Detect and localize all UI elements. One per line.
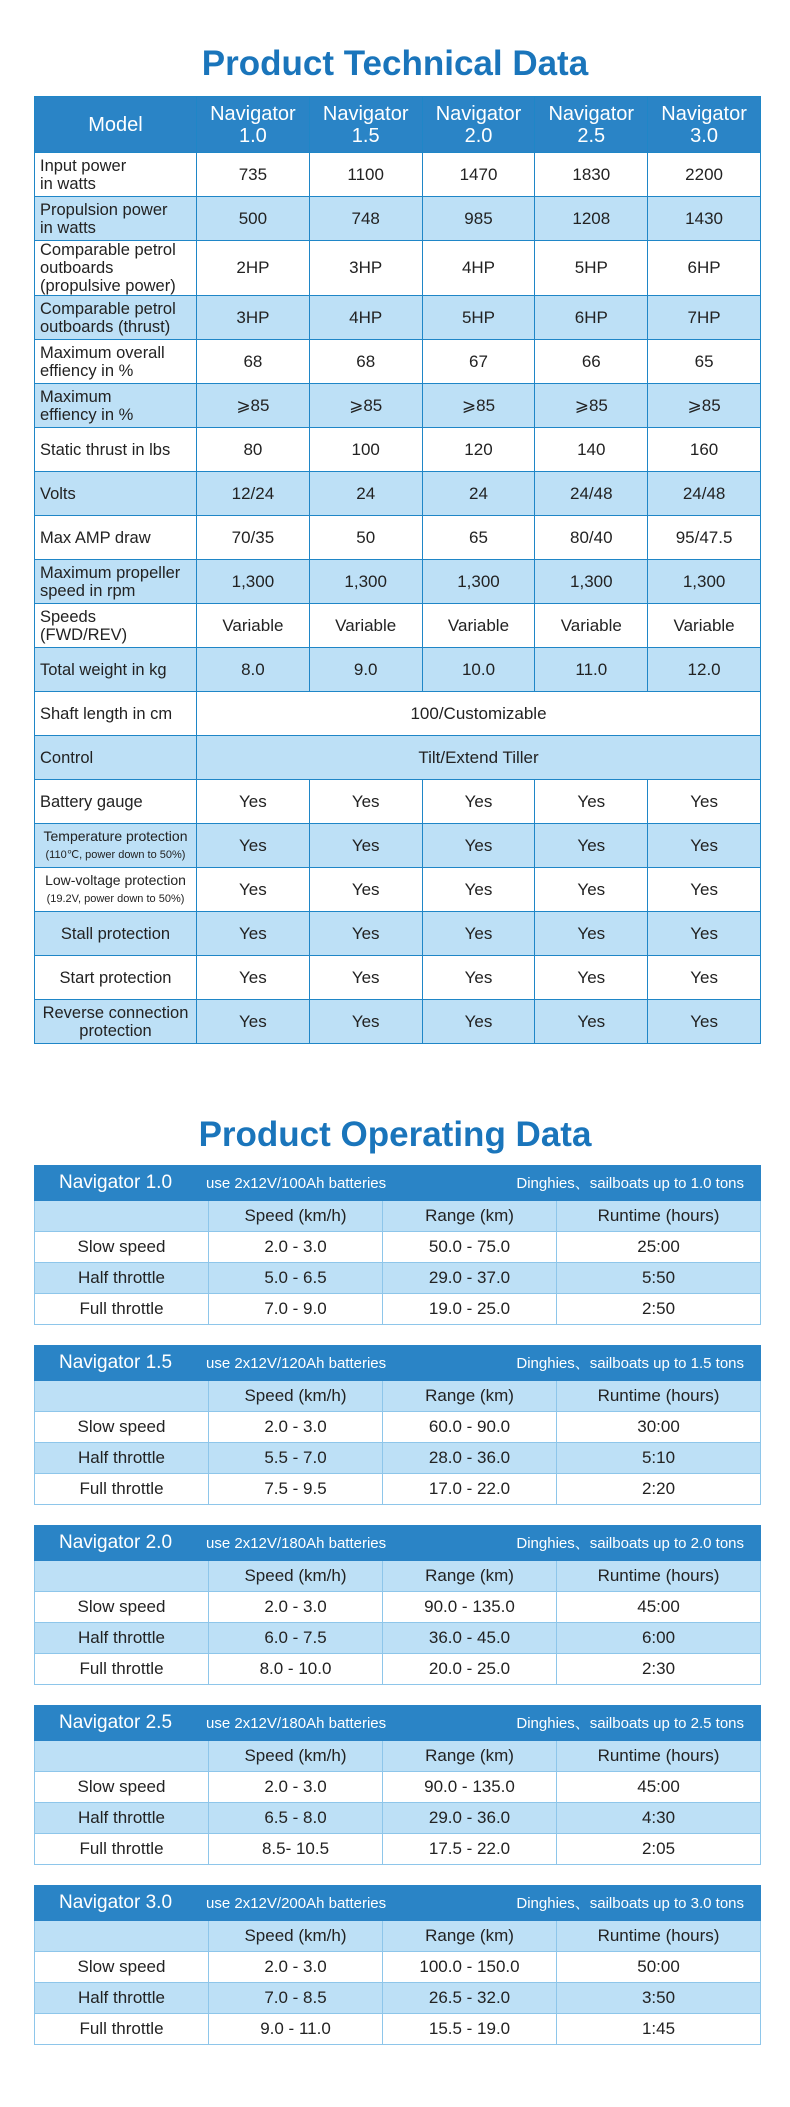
column-header: Range (km) <box>383 1201 557 1232</box>
operating-table-header <box>35 1706 761 1741</box>
tech-value-cell: Yes <box>648 912 761 956</box>
operating-value-cell: 7.0 - 8.5 <box>209 1983 383 2014</box>
empty-header-cell <box>35 1561 209 1592</box>
tech-value-cell: Yes <box>197 956 310 1000</box>
operating-value-cell: 50.0 - 75.0 <box>383 1232 557 1263</box>
tech-value-cell: Yes <box>535 868 648 912</box>
tech-value-cell: 24/48 <box>535 472 648 516</box>
tech-row <box>35 956 761 1000</box>
tech-value-cell: 1100 <box>309 153 422 197</box>
tech-value-cell: 65 <box>648 340 761 384</box>
tech-row <box>35 428 761 472</box>
tech-value-cell: Yes <box>648 824 761 868</box>
operating-value-cell: 90.0 - 135.0 <box>383 1592 557 1623</box>
tech-value-cell: 1,300 <box>648 560 761 604</box>
operating-value-cell: 5:50 <box>557 1263 761 1294</box>
tech-value-cell: 11.0 <box>535 648 648 692</box>
operating-row <box>35 1474 761 1505</box>
tech-row <box>35 648 761 692</box>
column-header: Runtime (hours) <box>557 1741 761 1772</box>
operating-row <box>35 1803 761 1834</box>
tech-value-cell: 24/48 <box>648 472 761 516</box>
operating-row <box>35 1654 761 1685</box>
tech-value-cell: Yes <box>422 868 535 912</box>
operating-table <box>34 1345 761 1505</box>
operating-table <box>34 1525 761 1685</box>
operating-value-cell: 19.0 - 25.0 <box>383 1294 557 1325</box>
tech-value-cell: Yes <box>422 912 535 956</box>
column-header-row <box>35 1921 761 1952</box>
tech-row-label: Propulsion power in watts <box>35 197 197 241</box>
tech-value-cell: 80/40 <box>535 516 648 560</box>
column-header: Speed (km/h) <box>209 1381 383 1412</box>
tech-row-label: Control <box>35 736 197 780</box>
operating-value-cell: 5.5 - 7.0 <box>209 1443 383 1474</box>
column-header: Runtime (hours) <box>557 1381 761 1412</box>
tech-value-cell: Yes <box>648 780 761 824</box>
operating-row <box>35 1443 761 1474</box>
tech-row <box>35 560 761 604</box>
operating-value-cell: 6.0 - 7.5 <box>209 1623 383 1654</box>
speed-mode-label: Full throttle <box>35 1474 209 1505</box>
speed-mode-label: Full throttle <box>35 1294 209 1325</box>
operating-row <box>35 2014 761 2045</box>
tech-value-cell: 68 <box>309 340 422 384</box>
tech-value-cell: 66 <box>535 340 648 384</box>
tech-value-cell: 5HP <box>422 296 535 340</box>
model-name: Navigator 2.5 <box>59 1712 173 1733</box>
tech-row <box>35 516 761 560</box>
battery-spec: use 2x12V/120Ah batteries <box>206 1355 387 1372</box>
operating-value-cell: 29.0 - 37.0 <box>383 1263 557 1294</box>
tech-row-label: Speeds (FWD/REV) <box>35 604 197 648</box>
tech-row-label: Volts <box>35 472 197 516</box>
tech-row <box>35 153 761 197</box>
tech-row <box>35 692 761 736</box>
operating-row <box>35 1834 761 1865</box>
speed-mode-label: Half throttle <box>35 1983 209 2014</box>
operating-row <box>35 1623 761 1654</box>
speed-mode-label: Slow speed <box>35 1952 209 1983</box>
tech-value-cell: Yes <box>648 1000 761 1044</box>
tech-value-cell: Variable <box>648 604 761 648</box>
model-header-cell: Navigator 2.5 <box>535 97 648 153</box>
operating-table <box>34 1885 761 2045</box>
boat-capacity: Dinghies、sailboats up to 3.0 tons <box>516 1895 745 1912</box>
tech-value-cell: 6HP <box>535 296 648 340</box>
technical-data-table <box>34 96 761 1044</box>
technical-data-title: Product Technical Data <box>201 44 589 83</box>
tech-row <box>35 604 761 648</box>
operating-header-cell <box>35 1526 761 1561</box>
operating-value-cell: 60.0 - 90.0 <box>383 1412 557 1443</box>
tech-row-label: Input power in watts <box>35 153 197 197</box>
operating-row <box>35 1294 761 1325</box>
tech-value-cell: Yes <box>535 824 648 868</box>
column-header-row <box>35 1381 761 1412</box>
tech-value-cell: 68 <box>197 340 310 384</box>
empty-header-cell <box>35 1201 209 1232</box>
tech-value-cell: 985 <box>422 197 535 241</box>
operating-value-cell: 36.0 - 45.0 <box>383 1623 557 1654</box>
empty-header-cell <box>35 1921 209 1952</box>
speed-mode-label: Half throttle <box>35 1803 209 1834</box>
operating-value-cell: 29.0 - 36.0 <box>383 1803 557 1834</box>
column-header: Runtime (hours) <box>557 1201 761 1232</box>
operating-row <box>35 1263 761 1294</box>
tech-row-label: Total weight in kg <box>35 648 197 692</box>
tech-row <box>35 1000 761 1044</box>
operating-header-cell <box>35 1166 761 1201</box>
tech-row-label: Temperature protection (110℃, power down to 50%) <box>35 824 197 868</box>
operating-row <box>35 1232 761 1263</box>
tech-row-label: Stall protection <box>35 912 197 956</box>
tech-row <box>35 824 761 868</box>
tech-row <box>35 384 761 428</box>
tech-value-cell: 24 <box>309 472 422 516</box>
tech-value-cell: 95/47.5 <box>648 516 761 560</box>
tech-value-cell: Yes <box>197 868 310 912</box>
tech-value-cell: Yes <box>197 824 310 868</box>
operating-value-cell: 2:20 <box>557 1474 761 1505</box>
tech-value-cell: ⩾85 <box>197 384 310 428</box>
tech-value-cell: 2200 <box>648 153 761 197</box>
tech-value-cell: 7HP <box>648 296 761 340</box>
boat-capacity: Dinghies、sailboats up to 1.5 tons <box>516 1355 745 1372</box>
operating-row <box>35 1983 761 2014</box>
tech-row <box>35 780 761 824</box>
boat-capacity: Dinghies、sailboats up to 1.0 tons <box>516 1175 745 1192</box>
operating-row <box>35 1772 761 1803</box>
empty-header-cell <box>35 1381 209 1412</box>
operating-value-cell: 2.0 - 3.0 <box>209 1772 383 1803</box>
operating-value-cell: 100.0 - 150.0 <box>383 1952 557 1983</box>
column-header: Speed (km/h) <box>209 1561 383 1592</box>
operating-value-cell: 6.5 - 8.0 <box>209 1803 383 1834</box>
tech-value-cell: ⩾85 <box>422 384 535 428</box>
battery-spec: use 2x12V/100Ah batteries <box>206 1175 387 1192</box>
tech-value-cell: 4HP <box>309 296 422 340</box>
tech-value-cell: Yes <box>197 912 310 956</box>
tech-row-label: Low-voltage protection (19.2V, power down to 50%) <box>35 868 197 912</box>
operating-value-cell: 2:50 <box>557 1294 761 1325</box>
column-header: Range (km) <box>383 1561 557 1592</box>
operating-value-cell: 5:10 <box>557 1443 761 1474</box>
speed-mode-label: Half throttle <box>35 1263 209 1294</box>
operating-header-cell <box>35 1346 761 1381</box>
tech-row-label: Static thrust in lbs <box>35 428 197 472</box>
tech-value-cell: Variable <box>535 604 648 648</box>
boat-capacity: Dinghies、sailboats up to 2.5 tons <box>516 1715 745 1732</box>
tech-value-cell: ⩾85 <box>648 384 761 428</box>
operating-header-cell <box>35 1706 761 1741</box>
tech-value-cell: 1,300 <box>197 560 310 604</box>
operating-value-cell: 25:00 <box>557 1232 761 1263</box>
tech-value-cell: Yes <box>309 824 422 868</box>
speed-mode-label: Slow speed <box>35 1592 209 1623</box>
tech-value-cell: Yes <box>535 780 648 824</box>
column-header: Range (km) <box>383 1921 557 1952</box>
tech-value-cell: 9.0 <box>309 648 422 692</box>
tech-value-cell: 120 <box>422 428 535 472</box>
tech-row-label: Start protection <box>35 956 197 1000</box>
operating-value-cell: 45:00 <box>557 1592 761 1623</box>
battery-spec: use 2x12V/180Ah batteries <box>206 1715 387 1732</box>
tech-value-cell: ⩾85 <box>309 384 422 428</box>
tech-row <box>35 912 761 956</box>
operating-row <box>35 1952 761 1983</box>
tech-value-cell: 1830 <box>535 153 648 197</box>
operating-table <box>34 1165 761 1325</box>
model-header-cell: Navigator 2.0 <box>422 97 535 153</box>
operating-value-cell: 2:30 <box>557 1654 761 1685</box>
tech-value-cell: 1,300 <box>422 560 535 604</box>
tech-value-cell: Yes <box>535 956 648 1000</box>
column-header-row <box>35 1741 761 1772</box>
operating-value-cell: 1:45 <box>557 2014 761 2045</box>
operating-row <box>35 1592 761 1623</box>
model-header-cell: Navigator 3.0 <box>648 97 761 153</box>
tech-value-cell: Yes <box>309 912 422 956</box>
tech-row <box>35 736 761 780</box>
operating-value-cell: 90.0 - 135.0 <box>383 1772 557 1803</box>
empty-header-cell <box>35 1741 209 1772</box>
battery-spec: use 2x12V/200Ah batteries <box>206 1895 387 1912</box>
operating-value-cell: 4:30 <box>557 1803 761 1834</box>
tech-value-cell: 80 <box>197 428 310 472</box>
tech-value-cell: Yes <box>197 1000 310 1044</box>
tech-value-cell: 100 <box>309 428 422 472</box>
operating-value-cell: 20.0 - 25.0 <box>383 1654 557 1685</box>
tech-value-cell: Yes <box>422 1000 535 1044</box>
operating-value-cell: 2.0 - 3.0 <box>209 1592 383 1623</box>
operating-table-header <box>35 1346 761 1381</box>
tech-value-cell: 12.0 <box>648 648 761 692</box>
operating-value-cell: 30:00 <box>557 1412 761 1443</box>
tech-value-cell: ⩾85 <box>535 384 648 428</box>
column-header: Speed (km/h) <box>209 1201 383 1232</box>
tech-value-cell: 1,300 <box>535 560 648 604</box>
column-header-row <box>35 1561 761 1592</box>
tech-row-label: Maximum overall effiency in % <box>35 340 197 384</box>
column-header-row <box>35 1201 761 1232</box>
operating-header-cell <box>35 1886 761 1921</box>
tech-row <box>35 868 761 912</box>
column-header: Speed (km/h) <box>209 1741 383 1772</box>
speed-mode-label: Full throttle <box>35 1834 209 1865</box>
speed-mode-label: Full throttle <box>35 2014 209 2045</box>
tech-value-cell: Yes <box>197 780 310 824</box>
tech-value-cell: 24 <box>422 472 535 516</box>
tech-value-cell: 8.0 <box>197 648 310 692</box>
operating-value-cell: 6:00 <box>557 1623 761 1654</box>
operating-value-cell: 2.0 - 3.0 <box>209 1952 383 1983</box>
tech-row <box>35 340 761 384</box>
tech-value-cell: Yes <box>309 956 422 1000</box>
tech-row <box>35 296 761 340</box>
operating-table-header <box>35 1886 761 1921</box>
operating-data-title: Product Operating Data <box>198 1115 592 1154</box>
tech-row-label: Maximum effiency in % <box>35 384 197 428</box>
operating-value-cell: 5.0 - 6.5 <box>209 1263 383 1294</box>
tech-value-cell: Yes <box>648 956 761 1000</box>
tech-row-label: Comparable petrol outboards (thrust) <box>35 296 197 340</box>
tech-value-cell: 70/35 <box>197 516 310 560</box>
model-header-label: Model <box>35 97 197 153</box>
tech-value-cell: 1,300 <box>309 560 422 604</box>
tech-value-cell: 735 <box>197 153 310 197</box>
operating-value-cell: 2.0 - 3.0 <box>209 1232 383 1263</box>
tech-value-cell: 6HP <box>648 241 761 296</box>
tech-value-cell: 3HP <box>309 241 422 296</box>
tech-row-label: Battery gauge <box>35 780 197 824</box>
tech-value-cell: 1430 <box>648 197 761 241</box>
tech-value-cell: 140 <box>535 428 648 472</box>
model-name: Navigator 3.0 <box>59 1892 173 1913</box>
tech-value-cell: 1470 <box>422 153 535 197</box>
operating-value-cell: 2:05 <box>557 1834 761 1865</box>
operating-value-cell: 3:50 <box>557 1983 761 2014</box>
tech-value-cell: 3HP <box>197 296 310 340</box>
speed-mode-label: Slow speed <box>35 1412 209 1443</box>
operating-value-cell: 28.0 - 36.0 <box>383 1443 557 1474</box>
column-header: Range (km) <box>383 1381 557 1412</box>
tech-value-cell: 10.0 <box>422 648 535 692</box>
operating-value-cell: 17.5 - 22.0 <box>383 1834 557 1865</box>
battery-spec: use 2x12V/180Ah batteries <box>206 1535 387 1552</box>
tech-value-cell: Yes <box>309 1000 422 1044</box>
operating-value-cell: 9.0 - 11.0 <box>209 2014 383 2045</box>
tech-value-cell: Yes <box>309 868 422 912</box>
column-header: Range (km) <box>383 1741 557 1772</box>
tech-value-cell: Yes <box>309 780 422 824</box>
tech-span-cell: Tilt/Extend Tiller <box>197 736 761 780</box>
operating-table-header <box>35 1526 761 1561</box>
tech-row-label: Shaft length in cm <box>35 692 197 736</box>
operating-value-cell: 8.5- 10.5 <box>209 1834 383 1865</box>
speed-mode-label: Half throttle <box>35 1443 209 1474</box>
operating-table-header <box>35 1166 761 1201</box>
tech-value-cell: Yes <box>648 868 761 912</box>
tech-value-cell: Yes <box>535 1000 648 1044</box>
operating-value-cell: 45:00 <box>557 1772 761 1803</box>
model-header-cell: Navigator 1.0 <box>197 97 310 153</box>
speed-mode-label: Slow speed <box>35 1772 209 1803</box>
operating-table <box>34 1705 761 1865</box>
boat-capacity: Dinghies、sailboats up to 2.0 tons <box>516 1535 745 1552</box>
speed-mode-label: Slow speed <box>35 1232 209 1263</box>
tech-value-cell: 1208 <box>535 197 648 241</box>
tech-value-cell: Variable <box>422 604 535 648</box>
tech-row <box>35 472 761 516</box>
column-header: Speed (km/h) <box>209 1921 383 1952</box>
speed-mode-label: Half throttle <box>35 1623 209 1654</box>
tech-row <box>35 197 761 241</box>
column-header: Runtime (hours) <box>557 1561 761 1592</box>
tech-value-cell: 2HP <box>197 241 310 296</box>
tech-value-cell: Yes <box>422 824 535 868</box>
model-name: Navigator 2.0 <box>59 1532 173 1553</box>
model-name: Navigator 1.0 <box>59 1172 173 1193</box>
model-header-cell: Navigator 1.5 <box>309 97 422 153</box>
tech-value-cell: Yes <box>422 956 535 1000</box>
tech-value-cell: 50 <box>309 516 422 560</box>
operating-value-cell: 50:00 <box>557 1952 761 1983</box>
operating-value-cell: 8.0 - 10.0 <box>209 1654 383 1685</box>
tech-row-label: Reverse connection protection <box>35 1000 197 1044</box>
speed-mode-label: Full throttle <box>35 1654 209 1685</box>
model-name: Navigator 1.5 <box>59 1352 173 1373</box>
tech-value-cell: 65 <box>422 516 535 560</box>
tech-value-cell: 5HP <box>535 241 648 296</box>
tech-value-cell: 748 <box>309 197 422 241</box>
tech-value-cell: 500 <box>197 197 310 241</box>
operating-value-cell: 26.5 - 32.0 <box>383 1983 557 2014</box>
tech-value-cell: 12/24 <box>197 472 310 516</box>
tech-value-cell: 67 <box>422 340 535 384</box>
tech-value-cell: Variable <box>309 604 422 648</box>
operating-value-cell: 15.5 - 19.0 <box>383 2014 557 2045</box>
operating-row <box>35 1412 761 1443</box>
tech-row-label: Max AMP draw <box>35 516 197 560</box>
operating-value-cell: 7.0 - 9.0 <box>209 1294 383 1325</box>
model-header-row <box>35 97 761 153</box>
tech-value-cell: 4HP <box>422 241 535 296</box>
tech-value-cell: Yes <box>422 780 535 824</box>
tech-row <box>35 241 761 296</box>
tech-span-cell: 100/Customizable <box>197 692 761 736</box>
tech-value-cell: 160 <box>648 428 761 472</box>
tech-value-cell: Yes <box>535 912 648 956</box>
tech-row-label: Comparable petrol outboards (propulsive power) <box>35 241 197 296</box>
operating-value-cell: 7.5 - 9.5 <box>209 1474 383 1505</box>
tech-row-label: Maximum propeller speed in rpm <box>35 560 197 604</box>
operating-value-cell: 17.0 - 22.0 <box>383 1474 557 1505</box>
column-header: Runtime (hours) <box>557 1921 761 1952</box>
operating-value-cell: 2.0 - 3.0 <box>209 1412 383 1443</box>
tech-value-cell: Variable <box>197 604 310 648</box>
